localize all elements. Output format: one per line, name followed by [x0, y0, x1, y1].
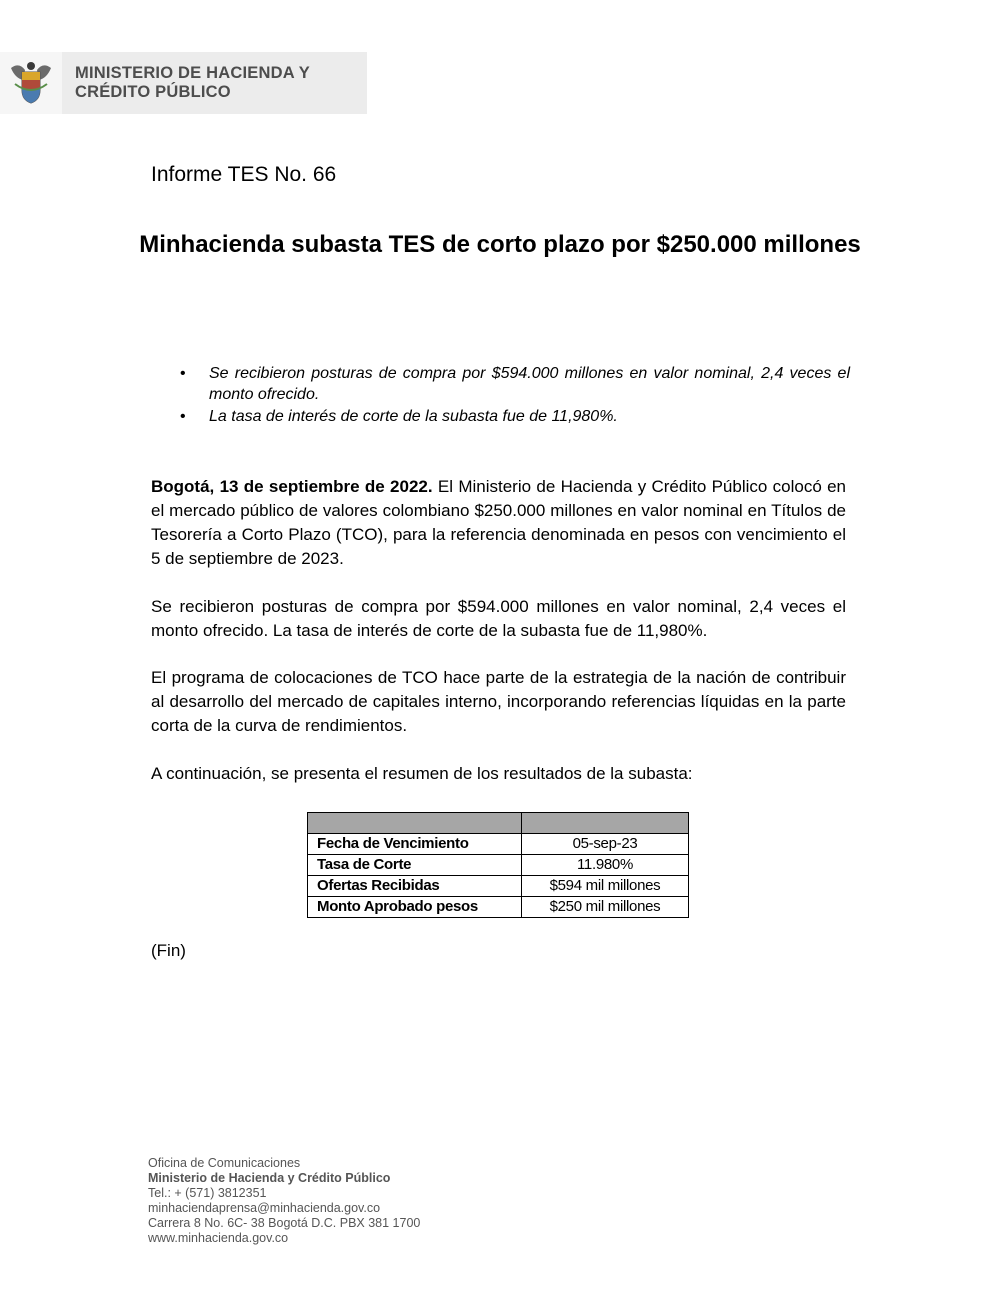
- ministry-name: MINISTERIO DE HACIENDA Y CRÉDITO PÚBLICO: [75, 64, 310, 101]
- row-value: 05-sep-23: [522, 834, 689, 855]
- row-label: Fecha de Vencimiento: [308, 834, 522, 855]
- highlights-list: [180, 363, 850, 428]
- table-header-row: [308, 813, 689, 834]
- list-item: • Se recibieron posturas de compra por $594.000 millones en valor nominal, 2,4 veces el monto ofrecido.: [180, 363, 850, 405]
- row-label: Ofertas Recibidas: [308, 876, 522, 897]
- report-number: Informe TES No. 66: [151, 163, 337, 186]
- table-header-cell: [308, 813, 522, 834]
- table-row: [308, 897, 689, 918]
- row-value: $250 mil millones: [522, 897, 689, 918]
- table-row: [308, 834, 689, 855]
- end-marker: (Fin): [151, 941, 186, 960]
- footer-phone: Tel.: + (571) 3812351: [148, 1186, 267, 1200]
- coat-of-arms-icon: [9, 60, 53, 106]
- list-item: • La tasa de interés de corte de la subasta fue de 11,980%.: [180, 406, 850, 427]
- paragraph-4: A continuación, se presenta el resumen de los resultados de la subasta:: [151, 764, 693, 783]
- footer-website: www.minhacienda.gov.co: [148, 1231, 289, 1245]
- footer-email: minhaciendaprensa@minhacienda.gov.co: [148, 1201, 381, 1215]
- headline: Minhacienda subasta TES de corto plazo por $250.000 millones: [139, 231, 861, 258]
- table-row: [308, 876, 689, 897]
- paragraph-1-text: El Ministerio de Hacienda y Crédito Público colocó en el mercado público de valores colombiano $250.000 millones en valor nominal en Títulos de Tesorería a Corto Plazo (TCO), para la referencia denominada en pesos con vencimiento el 5 de septiembre de 2023.: [151, 477, 846, 568]
- footer-address: Carrera 8 No. 6C- 38 Bogotá D.C. PBX 381 1700: [148, 1216, 421, 1230]
- dateline: Bogotá, 13 de septiembre de 2022.: [151, 477, 433, 496]
- footer-office: Oficina de Comunicaciones: [148, 1156, 301, 1170]
- paragraph-1: [151, 475, 846, 571]
- row-value: 11.980%: [522, 855, 689, 876]
- footer-ministry: Ministerio de Hacienda y Crédito Público: [148, 1171, 391, 1185]
- paragraph-2: Se recibieron posturas de compra por $594.000 millones en valor nominal, 2,4 veces el monto ofrecido. La tasa de interés de corte de la subasta fue de 11,980%.: [151, 597, 846, 640]
- table-row: [308, 855, 689, 876]
- results-table: [307, 812, 689, 918]
- row-label: Tasa de Corte: [308, 855, 522, 876]
- table-header-cell: [522, 813, 689, 834]
- ministry-header: [0, 52, 367, 114]
- footer-contact: [148, 1156, 420, 1246]
- paragraph-3: El programa de colocaciones de TCO hace parte de la estrategia de la nación de contribuir al desarrollo del mercado de capitales interno, incorporando referencias líquidas en la parte corta de la curva de rendimientos.: [151, 668, 846, 735]
- row-label: Monto Aprobado pesos: [308, 897, 522, 918]
- row-value: $594 mil millones: [522, 876, 689, 897]
- coat-of-arms-logo: [0, 52, 62, 114]
